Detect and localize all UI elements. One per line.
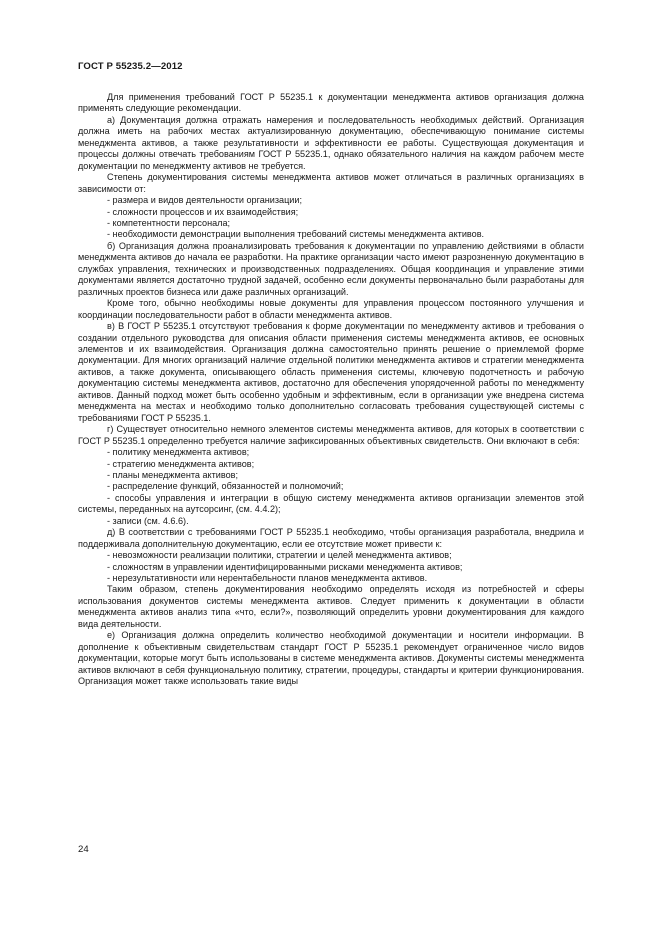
list-item: - распределение функций, обязанностей и полномочий; [107,481,344,492]
paragraph: б) Организация должна проанализировать требования к документации по управлению действиями в области менеджмента активов до начала ее разработки. На практике организации часто имеют разрозненную документацию в службах управления, технических и производственных подразделениях. Общая координация и управление этими документами является достаточно трудной задачей, особенно если документы первоначально были разработаны для различных проектов бизнеса или даже различных организаций. [78,240,584,297]
list-item: - компетентности персонала; [107,217,231,228]
paragraph: д) В соответствии с требованиями ГОСТ Р 55235.1 необходимо, чтобы организация разработала, внедрила и поддерживала дополнительную документацию, если ее отсутствие может привести к: [78,527,584,549]
list-item: - сложности процессов и их взаимодействия; [107,206,299,217]
list-item: - нерезультативности или нерентабельности планов менеджмента активов. [107,573,428,584]
paragraph: Кроме того, обычно необходимы новые документы для управления процессом постоянного улучшения и координации последовательности работ в области менеджмента активов. [78,298,584,320]
list-item: - политику менеджмента активов; [107,447,250,458]
paragraph: а) Документация должна отражать намерения и последовательность необходимых действий. Организация должна иметь на рабочих местах актуализированную документацию, обеспечивающую понимание системы менеджмента активов, а также результативности и эффективности ее работы. Существующая документация и процессы должны отвечать требованиям ГОСТ Р 55235.1, однако обязательного наличия на каждом рабочем месте документации по менеджменту активов не требуется. [78,114,584,171]
paragraph: Для применения требований ГОСТ Р 55235.1 к документации менеджмента активов организация должна применять следующие рекомендации. [78,92,584,114]
paragraph: Таким образом, степень документирования необходимо определять исходя из потребностей и сферы использования документов системы менеджмента активов. Следует применить к документации в области менеджмента активов анализ типа «что, если?», позволяющий определить уровни документирования для каждого вида деятельности. [78,584,584,629]
paragraph: е) Организация должна определить количество необходимой документации и носители информации. В дополнение к объективным свидетельствам стандарт ГОСТ Р 55235.1 рекомендует ограниченное число видов документации, которые могут быть использованы в системе менеджмента активов. Документы системы менеджмента активов включают в себя функциональную политику, стратегии, процедуры, стандарты и критерии функционирования. Организация может также использовать такие виды [78,630,584,687]
paragraph: г) Существует относительно немного элементов системы менеджмента активов, для которых в соответствии с ГОСТ Р 55235.1 определенно требуется наличие зафиксированных объективных свидетельств. Они включают в себя: [78,424,584,446]
list-item: - невозможности реализации политики, стратегии и целей менеджмента активов; [107,550,452,561]
page-number: 24 [78,844,89,855]
list-item: - сложностям в управлении идентифицированными рисками менеджмента активов; [107,561,463,572]
list-item: - записи (см. 4.6.6). [107,515,189,526]
list-item: - необходимости демонстрации выполнения требований системы менеджмента активов. [107,229,485,240]
list-item: - размера и видов деятельности организации; [107,195,302,206]
paragraph: - способы управления и интеграции в общую систему менеджмента активов организации элементов этой системы, переданных на аутсорсинг, (см. 4.4.2); [78,492,584,515]
list-item: - планы менеджмента активов; [107,469,239,480]
list-item: - стратегию менеджмента активов; [107,458,255,469]
paragraph: в) В ГОСТ Р 55235.1 отсутствуют требования к форме документации по менеджменту активов и требования о создании отдельного руководства для описания области применения системы менеджмента активов, ее основных элементов и их взаимодействия. Организация должна самостоятельно принять решение о приемлемой форме документации. Для многих организаций наличие отдельной политики менеджмента активов и стратегии менеджмента активов, а также документа, описывающего область применения системы, ключевую подотчетность и рабочую документацию системы менеджмента активов, достаточно для обеспечения упорядоченной работы по менеджменту активов. Данный подход может быть особенно удобным и эффективным, если в организации уже внедрена система менеджмента на местах и необходимо только дополнительно согласовать требования существующей системы с требованиями ГОСТ Р 55235.1. [78,321,584,423]
body-text [78,92,584,688]
page-header: ГОСТ Р 55235.2—2012 [78,61,183,72]
paragraph: Степень документирования системы менеджмента активов может отличаться в различных организациях в зависимости от: [78,172,584,194]
